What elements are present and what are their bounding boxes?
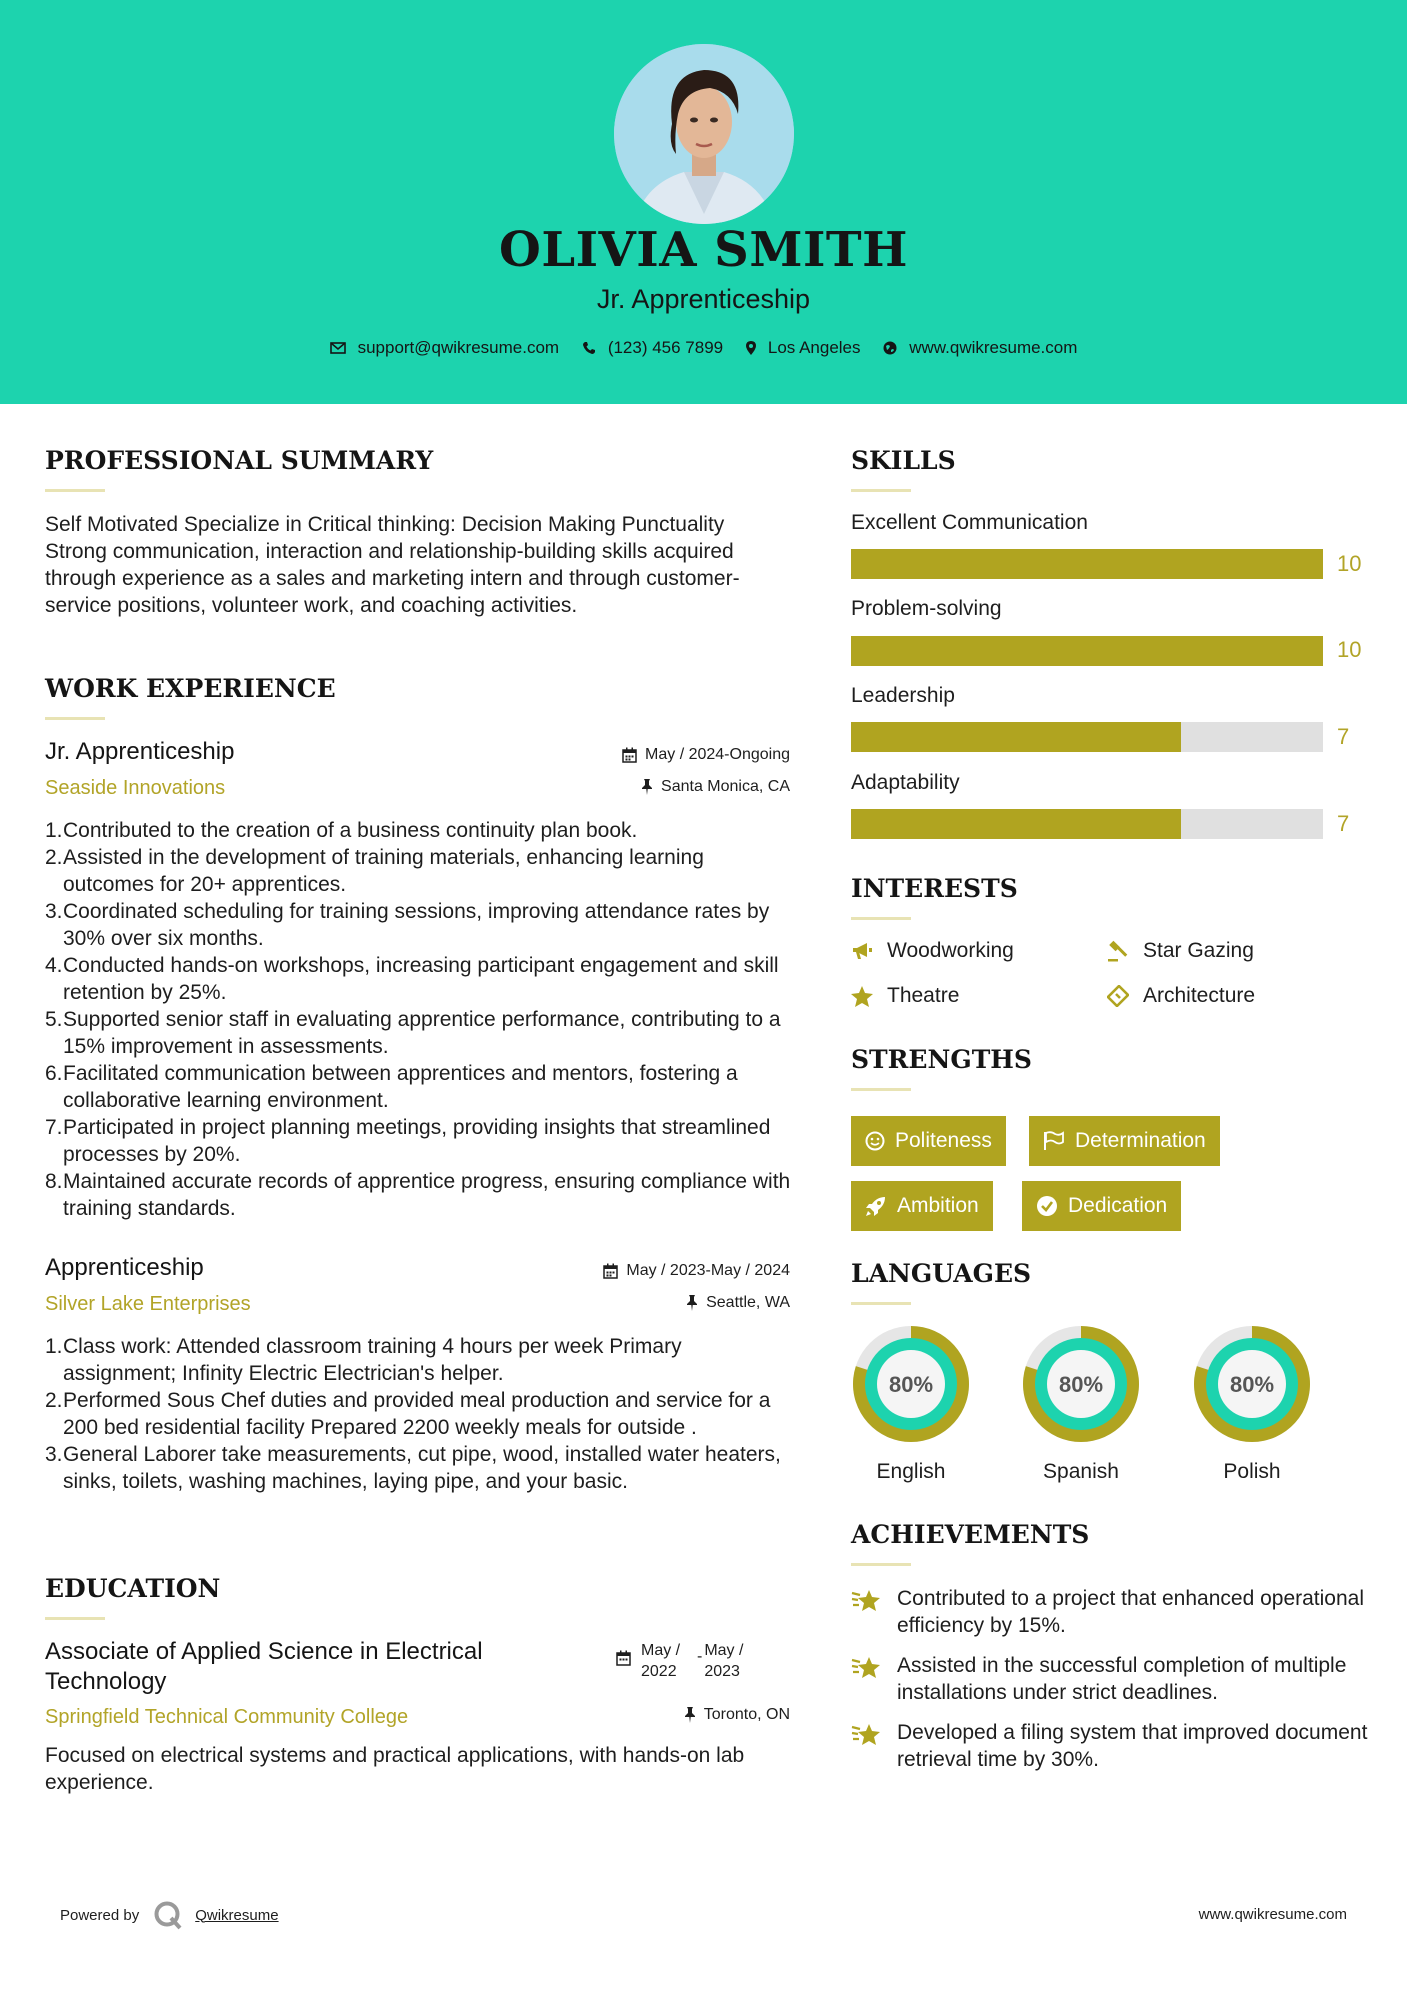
section-divider bbox=[851, 1302, 911, 1305]
pushpin-icon bbox=[684, 1707, 696, 1723]
list-item: 5. Supported senior staff in evaluating apprentice performance, contributing to a 15% improvement in assessments. bbox=[45, 1008, 781, 1058]
profile-photo bbox=[614, 44, 794, 224]
rocket-icon bbox=[865, 1195, 887, 1217]
job-date-text: May / 2023-May / 2024 bbox=[626, 1262, 790, 1279]
list-item: 1. Class work: Attended classroom training 4 hours per week Primary assignment; Infinity Electric Electrician's helper. bbox=[45, 1335, 682, 1385]
envelope-icon bbox=[330, 341, 346, 355]
list-item: 7. Participated in project planning meetings, providing insights that streamlined processes by 20%. bbox=[45, 1116, 771, 1166]
skill-value: 10 bbox=[1337, 637, 1362, 662]
job-title: Apprenticeship bbox=[45, 1254, 204, 1281]
website-text: www.qwikresume.com bbox=[909, 338, 1078, 357]
skill-label: Leadership bbox=[851, 684, 955, 707]
interest-label: Theatre bbox=[887, 984, 960, 1007]
education-date bbox=[616, 1640, 754, 1682]
footer-website[interactable]: www.qwikresume.com bbox=[1198, 1906, 1347, 1923]
achievement-item bbox=[851, 1652, 1371, 1706]
shooting-star-icon bbox=[851, 1654, 881, 1680]
language-ring bbox=[1190, 1322, 1314, 1446]
strength-chip bbox=[851, 1181, 993, 1231]
language-chart bbox=[1190, 1322, 1314, 1446]
skill-value: 7 bbox=[1337, 811, 1350, 836]
education-date-end: May / 2023 bbox=[704, 1642, 744, 1680]
interest-label: Woodworking bbox=[887, 939, 1014, 962]
list-item: 3. Coordinated scheduling for training sessions, improving attendance rates by 30% over six months. bbox=[45, 900, 770, 950]
education-heading: EDUCATION bbox=[45, 1574, 221, 1603]
education-location-text: Toronto, ON bbox=[703, 1706, 790, 1723]
language-label: Polish bbox=[1223, 1460, 1281, 1483]
skill-label: Problem-solving bbox=[851, 597, 1002, 620]
interest-item bbox=[851, 984, 959, 1008]
interest-item bbox=[1107, 984, 1255, 1008]
list-item: 6. Facilitated communication between apprentices and mentors, fostering a collaborative learning environment. bbox=[45, 1062, 738, 1112]
skill-bar bbox=[851, 636, 1323, 666]
degree-title: Associate of Applied Science in Electrical Technology bbox=[45, 1638, 483, 1695]
contact-info bbox=[0, 338, 1407, 360]
ticket-icon bbox=[1107, 985, 1129, 1007]
pushpin-icon bbox=[686, 1295, 698, 1311]
section-divider bbox=[45, 489, 105, 492]
section-divider bbox=[45, 717, 105, 720]
job-location-text: Santa Monica, CA bbox=[661, 778, 790, 795]
contact-location bbox=[746, 338, 861, 358]
pushpin-icon bbox=[641, 779, 653, 795]
skill-bar-fill bbox=[851, 636, 1323, 666]
check-circle-icon bbox=[1036, 1195, 1058, 1217]
contact-website[interactable] bbox=[883, 338, 1077, 358]
language-chart bbox=[849, 1322, 973, 1446]
contact-email[interactable] bbox=[330, 338, 560, 358]
skill-bar bbox=[851, 549, 1323, 579]
language-ring bbox=[1019, 1322, 1143, 1446]
skill-bar bbox=[851, 809, 1323, 839]
language-ring bbox=[849, 1322, 973, 1446]
education-date-sep: - bbox=[697, 1648, 703, 1665]
job-bullets bbox=[45, 817, 795, 1222]
list-item: 2. Assisted in the development of training materials, enhancing learning outcomes for 20+ apprentices. bbox=[45, 846, 704, 896]
job-location bbox=[500, 1294, 790, 1312]
calendar-icon bbox=[622, 747, 637, 763]
candidate-title: Jr. Apprenticeship bbox=[596, 284, 811, 314]
strength-chip bbox=[1022, 1181, 1181, 1231]
skill-bar bbox=[851, 722, 1323, 752]
job-bullets bbox=[45, 1333, 795, 1495]
language-percent: 80% bbox=[888, 1372, 934, 1397]
achievement-item bbox=[851, 1719, 1371, 1773]
summary-text: Self Motivated Specialize in Critical thinking: Decision Making Punctuality Strong communication, interaction and relationship-building skills acquired through experience as a sales and marketing intern and through customer-service positions, volunteer work, and coaching activities. bbox=[45, 513, 740, 617]
education-location bbox=[500, 1706, 790, 1724]
job-company: Silver Lake Enterprises bbox=[45, 1293, 251, 1315]
candidate-name: OLIVIA SMITH bbox=[499, 222, 908, 278]
brand-link[interactable]: Qwikresume bbox=[195, 1906, 279, 1924]
achievements-heading: ACHIEVEMENTS bbox=[851, 1520, 1090, 1549]
experience-heading: WORK EXPERIENCE bbox=[45, 674, 336, 703]
strength-label: Politeness bbox=[895, 1129, 992, 1152]
achievement-item bbox=[851, 1585, 1371, 1639]
strength-chip bbox=[851, 1116, 1006, 1166]
skill-bar-fill bbox=[851, 549, 1323, 579]
smile-icon bbox=[865, 1131, 885, 1151]
skill-label: Excellent Communication bbox=[851, 511, 1088, 534]
resume-header bbox=[0, 0, 1407, 404]
megaphone-icon bbox=[851, 941, 873, 961]
education-description: Focused on electrical systems and practical applications, with hands-on lab experience. bbox=[45, 1744, 745, 1794]
strengths-heading: STRENGTHS bbox=[851, 1045, 1032, 1074]
achievement-text: Assisted in the successful completion of multiple installations under strict deadlines. bbox=[897, 1654, 1347, 1704]
job-date-text: May / 2024-Ongoing bbox=[645, 746, 790, 763]
qwikresume-logo-icon bbox=[153, 1900, 183, 1930]
language-label: Spanish bbox=[1043, 1460, 1119, 1483]
footer-powered-by bbox=[60, 1900, 279, 1930]
language-percent: 80% bbox=[1229, 1372, 1275, 1397]
interests-heading: INTERESTS bbox=[851, 874, 1018, 903]
contact-phone[interactable] bbox=[582, 338, 723, 358]
job-date bbox=[500, 1262, 790, 1280]
flag-icon bbox=[1043, 1131, 1065, 1151]
job-title: Jr. Apprenticeship bbox=[45, 738, 235, 765]
list-item: 1. Contributed to the creation of a business continuity plan book. bbox=[45, 819, 638, 842]
interest-label: Architecture bbox=[1143, 984, 1256, 1007]
skill-bar-fill bbox=[851, 722, 1181, 752]
map-marker-icon bbox=[746, 341, 756, 355]
skill-value: 10 bbox=[1337, 551, 1362, 576]
education-date-start: May / 2022 bbox=[641, 1642, 681, 1680]
phone-text: (123) 456 7899 bbox=[607, 338, 724, 357]
strength-chip bbox=[1029, 1116, 1220, 1166]
list-item: 2. Performed Sous Chef duties and provided meal production and service for a 200 bed residential facility Prepared 2200 weekly meals for outside . bbox=[45, 1389, 771, 1439]
achievement-text: Contributed to a project that enhanced operational efficiency by 15%. bbox=[897, 1587, 1364, 1637]
section-divider bbox=[851, 917, 911, 920]
email-text: support@qwikresume.com bbox=[357, 338, 560, 357]
location-text: Los Angeles bbox=[767, 338, 861, 357]
language-label: English bbox=[876, 1460, 946, 1483]
calendar-icon bbox=[603, 1263, 618, 1279]
calendar-icon bbox=[616, 1650, 631, 1666]
section-divider bbox=[851, 489, 911, 492]
gavel-icon bbox=[1107, 940, 1129, 962]
job-location-text: Seattle, WA bbox=[706, 1294, 790, 1311]
section-divider bbox=[45, 1617, 105, 1620]
strength-label: Determination bbox=[1075, 1129, 1206, 1152]
interest-item bbox=[1107, 939, 1254, 963]
shooting-star-icon bbox=[851, 1587, 881, 1613]
list-item: 8. Maintained accurate records of apprentice progress, ensuring compliance with training standards. bbox=[45, 1170, 791, 1220]
interest-label: Star Gazing bbox=[1143, 939, 1254, 962]
strength-label: Ambition bbox=[897, 1194, 979, 1217]
language-chart bbox=[1019, 1322, 1143, 1446]
job-location bbox=[500, 778, 790, 796]
summary-heading: PROFESSIONAL SUMMARY bbox=[45, 446, 434, 475]
section-divider bbox=[851, 1563, 911, 1566]
strength-label: Dedication bbox=[1068, 1194, 1168, 1217]
list-item: 3. General Laborer take measurements, cut pipe, wood, installed water heaters, sinks, toilets, washing machines, laying pipe, and your basic. bbox=[45, 1443, 781, 1493]
skill-label: Adaptability bbox=[851, 771, 960, 794]
job-date bbox=[500, 746, 790, 764]
job-company: Seaside Innovations bbox=[45, 777, 226, 799]
avatar bbox=[614, 44, 794, 224]
achievement-text: Developed a filing system that improved document retrieval time by 30%. bbox=[897, 1721, 1368, 1771]
star-icon bbox=[851, 986, 873, 1007]
section-divider bbox=[851, 1088, 911, 1091]
languages-heading: LANGUAGES bbox=[851, 1259, 1032, 1288]
list-item: 4. Conducted hands-on workshops, increasing participant engagement and skill retention by 25%. bbox=[45, 954, 779, 1004]
language-percent: 80% bbox=[1058, 1372, 1104, 1397]
skill-value: 7 bbox=[1337, 724, 1350, 749]
interest-item bbox=[851, 939, 1014, 963]
powered-by-text: Powered by bbox=[60, 1906, 140, 1924]
phone-icon bbox=[582, 341, 596, 355]
school-name: Springfield Technical Community College bbox=[45, 1706, 409, 1728]
globe-icon bbox=[883, 341, 897, 355]
skills-heading: SKILLS bbox=[851, 446, 956, 475]
shooting-star-icon bbox=[851, 1721, 881, 1747]
skill-bar-fill bbox=[851, 809, 1181, 839]
